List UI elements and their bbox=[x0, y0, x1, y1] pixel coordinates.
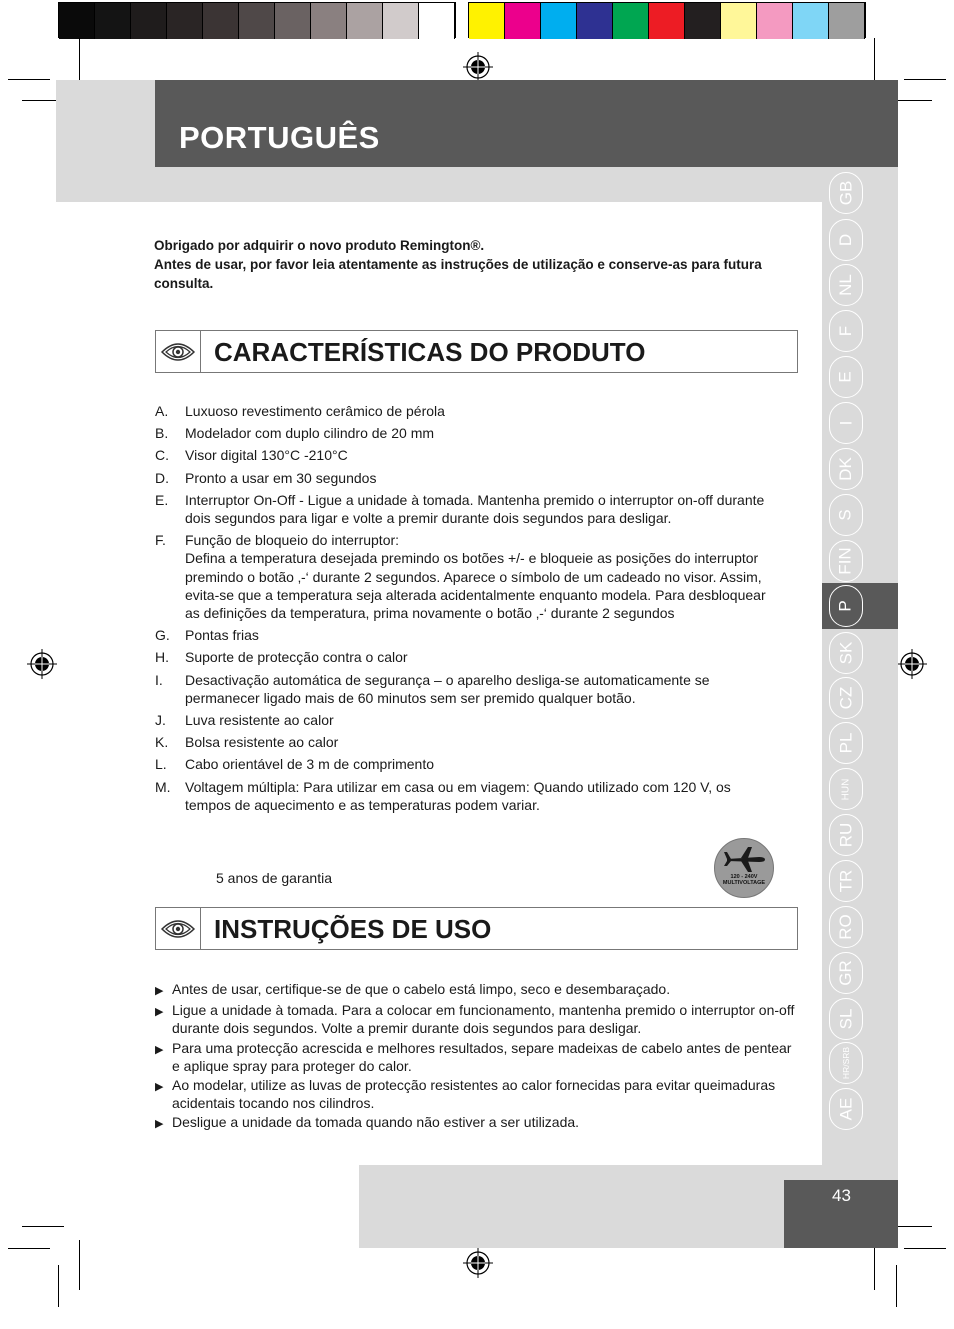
instruction-item bbox=[155, 980, 800, 1000]
feature-text: Visor digital 130°C -210°C bbox=[185, 447, 348, 464]
title-bar bbox=[155, 80, 898, 167]
gray-swatch bbox=[167, 3, 203, 39]
feature-letter: L. bbox=[155, 756, 167, 773]
feature-letter: F. bbox=[155, 532, 166, 549]
color-swatch bbox=[577, 3, 613, 39]
language-tab-e[interactable] bbox=[829, 356, 863, 398]
language-tab-f[interactable] bbox=[829, 310, 863, 352]
color-calibration-bar bbox=[58, 2, 866, 38]
language-tab-ae[interactable] bbox=[829, 1088, 863, 1130]
features-title: CARACTERÍSTICAS DO PRODUTO bbox=[214, 337, 646, 367]
language-tab-ro[interactable] bbox=[829, 906, 863, 948]
page-title: PORTUGUÊS bbox=[179, 120, 380, 155]
instructions-title: INSTRUÇÕES DE USO bbox=[214, 914, 492, 944]
feature-text: Cabo orientável de 3 m de comprimento bbox=[185, 756, 435, 773]
feature-letter: B. bbox=[155, 425, 169, 442]
multivoltage-badge bbox=[714, 838, 774, 898]
gray-swatch bbox=[347, 3, 383, 39]
instruction-text: Desligue a unidade da tomada quando não estiver a ser utilizada. bbox=[172, 1114, 580, 1131]
language-tab-label: I bbox=[835, 420, 855, 426]
color-swatch bbox=[793, 3, 829, 39]
feature-item bbox=[155, 626, 780, 644]
feature-letter: J. bbox=[155, 712, 166, 729]
language-tab-label: RU bbox=[836, 822, 855, 848]
language-tab-label: RO bbox=[836, 914, 855, 940]
language-tab-label: GB bbox=[836, 180, 855, 206]
instruction-text: Antes de usar, certifique-se de que o cabelo está limpo, seco e desembaraçado. bbox=[172, 981, 671, 997]
language-tab-gb[interactable] bbox=[829, 172, 863, 214]
airplane-icon bbox=[715, 841, 773, 877]
feature-item bbox=[155, 402, 780, 420]
feature-item bbox=[155, 469, 780, 487]
color-swatch bbox=[541, 3, 577, 39]
language-tab-label: PL bbox=[835, 732, 855, 754]
language-tab-label: NL bbox=[835, 274, 855, 296]
crop-mark bbox=[8, 1248, 50, 1249]
feature-item bbox=[155, 446, 780, 464]
language-tab-cz[interactable] bbox=[829, 677, 863, 719]
feature-text: Luxuoso revestimento cerâmico de pérola bbox=[185, 403, 445, 419]
feature-item bbox=[155, 733, 780, 751]
language-tab-label: S bbox=[836, 509, 855, 521]
language-tab-sk[interactable] bbox=[829, 632, 863, 674]
crop-mark bbox=[8, 79, 50, 80]
feature-letter: H. bbox=[155, 649, 169, 666]
language-tab-hun[interactable] bbox=[829, 768, 863, 810]
language-tab-s[interactable] bbox=[829, 494, 863, 536]
color-swatch bbox=[649, 3, 685, 39]
feature-item bbox=[155, 424, 780, 442]
feature-item bbox=[155, 755, 780, 773]
feature-letter: E. bbox=[155, 491, 169, 508]
bullet-arrow-icon: ▶ bbox=[155, 985, 164, 997]
feature-letter: C. bbox=[155, 447, 169, 464]
color-swatch bbox=[469, 3, 505, 39]
eye-icon bbox=[156, 331, 201, 372]
feature-item bbox=[155, 671, 780, 707]
instruction-item bbox=[155, 1076, 800, 1112]
feature-item bbox=[155, 778, 780, 814]
feature-letter: G. bbox=[155, 627, 170, 644]
feature-text: Desactivação automática de segurança – o aparelho desliga-se automaticamente se permanecer ligado mais de 60 minutos sem ser premido qualquer botão. bbox=[185, 671, 710, 706]
bullet-arrow-icon: ▶ bbox=[155, 1006, 164, 1019]
feature-letter: D. bbox=[155, 469, 169, 486]
gray-swatch bbox=[419, 3, 455, 39]
registration-mark-icon bbox=[27, 649, 57, 679]
color-swatch bbox=[685, 3, 721, 39]
language-tab-fin[interactable] bbox=[829, 540, 863, 582]
gray-swatch bbox=[203, 3, 239, 39]
gray-swatch bbox=[239, 3, 275, 39]
grayscale-swatches bbox=[58, 2, 456, 38]
feature-text: Interruptor On-Off - Ligue a unidade à tomada. Mantenha premido o interruptor on-off durante dois segundos para ligar e volte a premir durante dois segundos para desligar. bbox=[185, 491, 765, 527]
crop-mark bbox=[22, 1226, 64, 1227]
language-tab-nl[interactable] bbox=[829, 264, 863, 306]
feature-item bbox=[155, 648, 780, 666]
language-tab-ru[interactable] bbox=[829, 814, 863, 856]
color-swatch bbox=[613, 3, 649, 39]
language-tab-label: GR bbox=[836, 960, 855, 986]
gray-swatch bbox=[275, 3, 311, 39]
color-swatch bbox=[829, 3, 865, 39]
language-tab-hr-srb[interactable] bbox=[829, 1042, 863, 1084]
crop-mark bbox=[904, 1248, 946, 1249]
bullet-arrow-icon: ▶ bbox=[155, 1081, 164, 1094]
language-tab-label: E bbox=[836, 371, 855, 383]
feature-item bbox=[155, 711, 780, 729]
warranty-text: 5 anos de garantia bbox=[216, 870, 332, 886]
eye-icon bbox=[156, 908, 201, 949]
page-number: 43 bbox=[832, 1186, 851, 1205]
language-tab-label: AE bbox=[836, 1097, 855, 1121]
language-tab-label: CZ bbox=[835, 686, 855, 710]
language-tab-tr[interactable] bbox=[829, 860, 863, 902]
instruction-text: Ligue a unidade à tomada. Para a colocar em funcionamento, mantenha premido o interruptor on-off durante dois segundos. Volte a premir durante dois segundos para desligar. bbox=[172, 1002, 795, 1037]
feature-item bbox=[155, 531, 780, 622]
intro-text bbox=[154, 236, 774, 293]
language-tab-label: F bbox=[835, 325, 855, 337]
crop-mark bbox=[896, 1265, 897, 1307]
feature-item bbox=[155, 491, 780, 527]
feature-text: Pronto a usar em 30 segundos bbox=[185, 469, 377, 486]
language-tab-label: SL bbox=[835, 1008, 855, 1030]
feature-text: Pontas frias bbox=[185, 627, 259, 644]
crop-mark bbox=[58, 1265, 59, 1307]
language-tab-label: D bbox=[836, 233, 855, 247]
instruction-text: Ao modelar, utilize as luvas de protecção resistentes ao calor fornecidas para evitar queimaduras acidentais tocando nos cilindros. bbox=[172, 1077, 776, 1112]
page-number-box bbox=[784, 1180, 898, 1248]
feature-letter: M. bbox=[155, 778, 171, 795]
feature-letter: A. bbox=[155, 403, 169, 419]
instruction-item bbox=[155, 1113, 800, 1133]
gray-swatch bbox=[95, 3, 131, 39]
language-tab-label: DK bbox=[836, 457, 855, 481]
language-tab-i[interactable] bbox=[829, 402, 863, 444]
language-tab-label: P bbox=[836, 600, 855, 612]
gray-swatch bbox=[311, 3, 347, 39]
feature-text: Suporte de protecção contra o calor bbox=[185, 649, 408, 666]
registration-mark-icon bbox=[463, 1248, 493, 1278]
gray-swatch bbox=[131, 3, 167, 39]
feature-text: Função de bloqueio do interruptor: Defina a temperatura desejada premindo os botões +/- e bloqueie as posições do interruptor premindo o botão ‚-‘ durante 2 segundos. Aparece o símbolo de um cadeado no visor. Assim, evita-se que a temperatura seja alterada acidentalmente enquanto modela. Para desbloquear as definições da temperatura, prima novamente o botão ‚-‘ durante 2 segundos bbox=[185, 532, 766, 622]
language-tab-dk[interactable] bbox=[829, 448, 863, 490]
language-tab-label: HUN bbox=[840, 778, 852, 800]
bullet-arrow-icon: ▶ bbox=[155, 1118, 164, 1131]
feature-text: Voltagem múltipla: Para utilizar em casa ou em viagem: Quando utilizado com 120 V, os tempos de aquecimento e as temperaturas podem variar. bbox=[185, 778, 731, 813]
language-tab-d[interactable] bbox=[829, 219, 863, 261]
badge-voltage: 120 - 240V bbox=[730, 874, 758, 880]
instructions-section-header bbox=[155, 907, 798, 950]
color-swatches bbox=[468, 2, 866, 38]
features-list bbox=[155, 402, 780, 818]
language-tab-label: TR bbox=[835, 869, 855, 893]
registration-mark-icon bbox=[897, 649, 927, 679]
intro-line-2: Antes de usar, por favor leia atentamente as instruções de utilização e conserve-as para futura consulta. bbox=[154, 257, 762, 291]
language-tab-label: HR/SRB bbox=[841, 1046, 851, 1080]
gray-swatch bbox=[383, 3, 419, 39]
bullet-arrow-icon: ▶ bbox=[155, 1043, 164, 1056]
instructions-list bbox=[155, 980, 800, 1135]
registration-mark-icon bbox=[463, 52, 493, 82]
language-tab-pl[interactable] bbox=[829, 722, 863, 764]
color-swatch bbox=[721, 3, 757, 39]
language-tab-label: FIN bbox=[835, 547, 855, 575]
feature-text: Luva resistente ao calor bbox=[185, 712, 334, 729]
instruction-text: Para uma protecção acrescida e melhores resultados, separe madeixas de cabelo antes de pentear e aplique spray para proteger do calor. bbox=[172, 1039, 792, 1074]
badge-label: MULTIVOLTAGE bbox=[722, 880, 766, 886]
crop-mark bbox=[904, 79, 946, 80]
color-swatch bbox=[757, 3, 793, 39]
feature-text: Bolsa resistente ao calor bbox=[185, 734, 339, 751]
language-tab-sl[interactable] bbox=[829, 998, 863, 1040]
language-tab-p[interactable] bbox=[829, 585, 863, 627]
features-section-header bbox=[155, 330, 798, 373]
instruction-item bbox=[155, 1039, 800, 1075]
feature-letter: K. bbox=[155, 734, 169, 751]
feature-letter: I. bbox=[155, 671, 163, 688]
feature-text: Modelador com duplo cilindro de 20 mm bbox=[185, 425, 435, 442]
language-tab-gr[interactable] bbox=[829, 952, 863, 994]
crop-mark bbox=[79, 1240, 80, 1290]
intro-line-1: Obrigado por adquirir o novo produto Remington®. bbox=[154, 238, 485, 253]
language-tab-label: SK bbox=[836, 641, 855, 665]
instruction-item bbox=[155, 1001, 800, 1037]
gray-swatch bbox=[59, 3, 95, 39]
color-swatch bbox=[505, 3, 541, 39]
